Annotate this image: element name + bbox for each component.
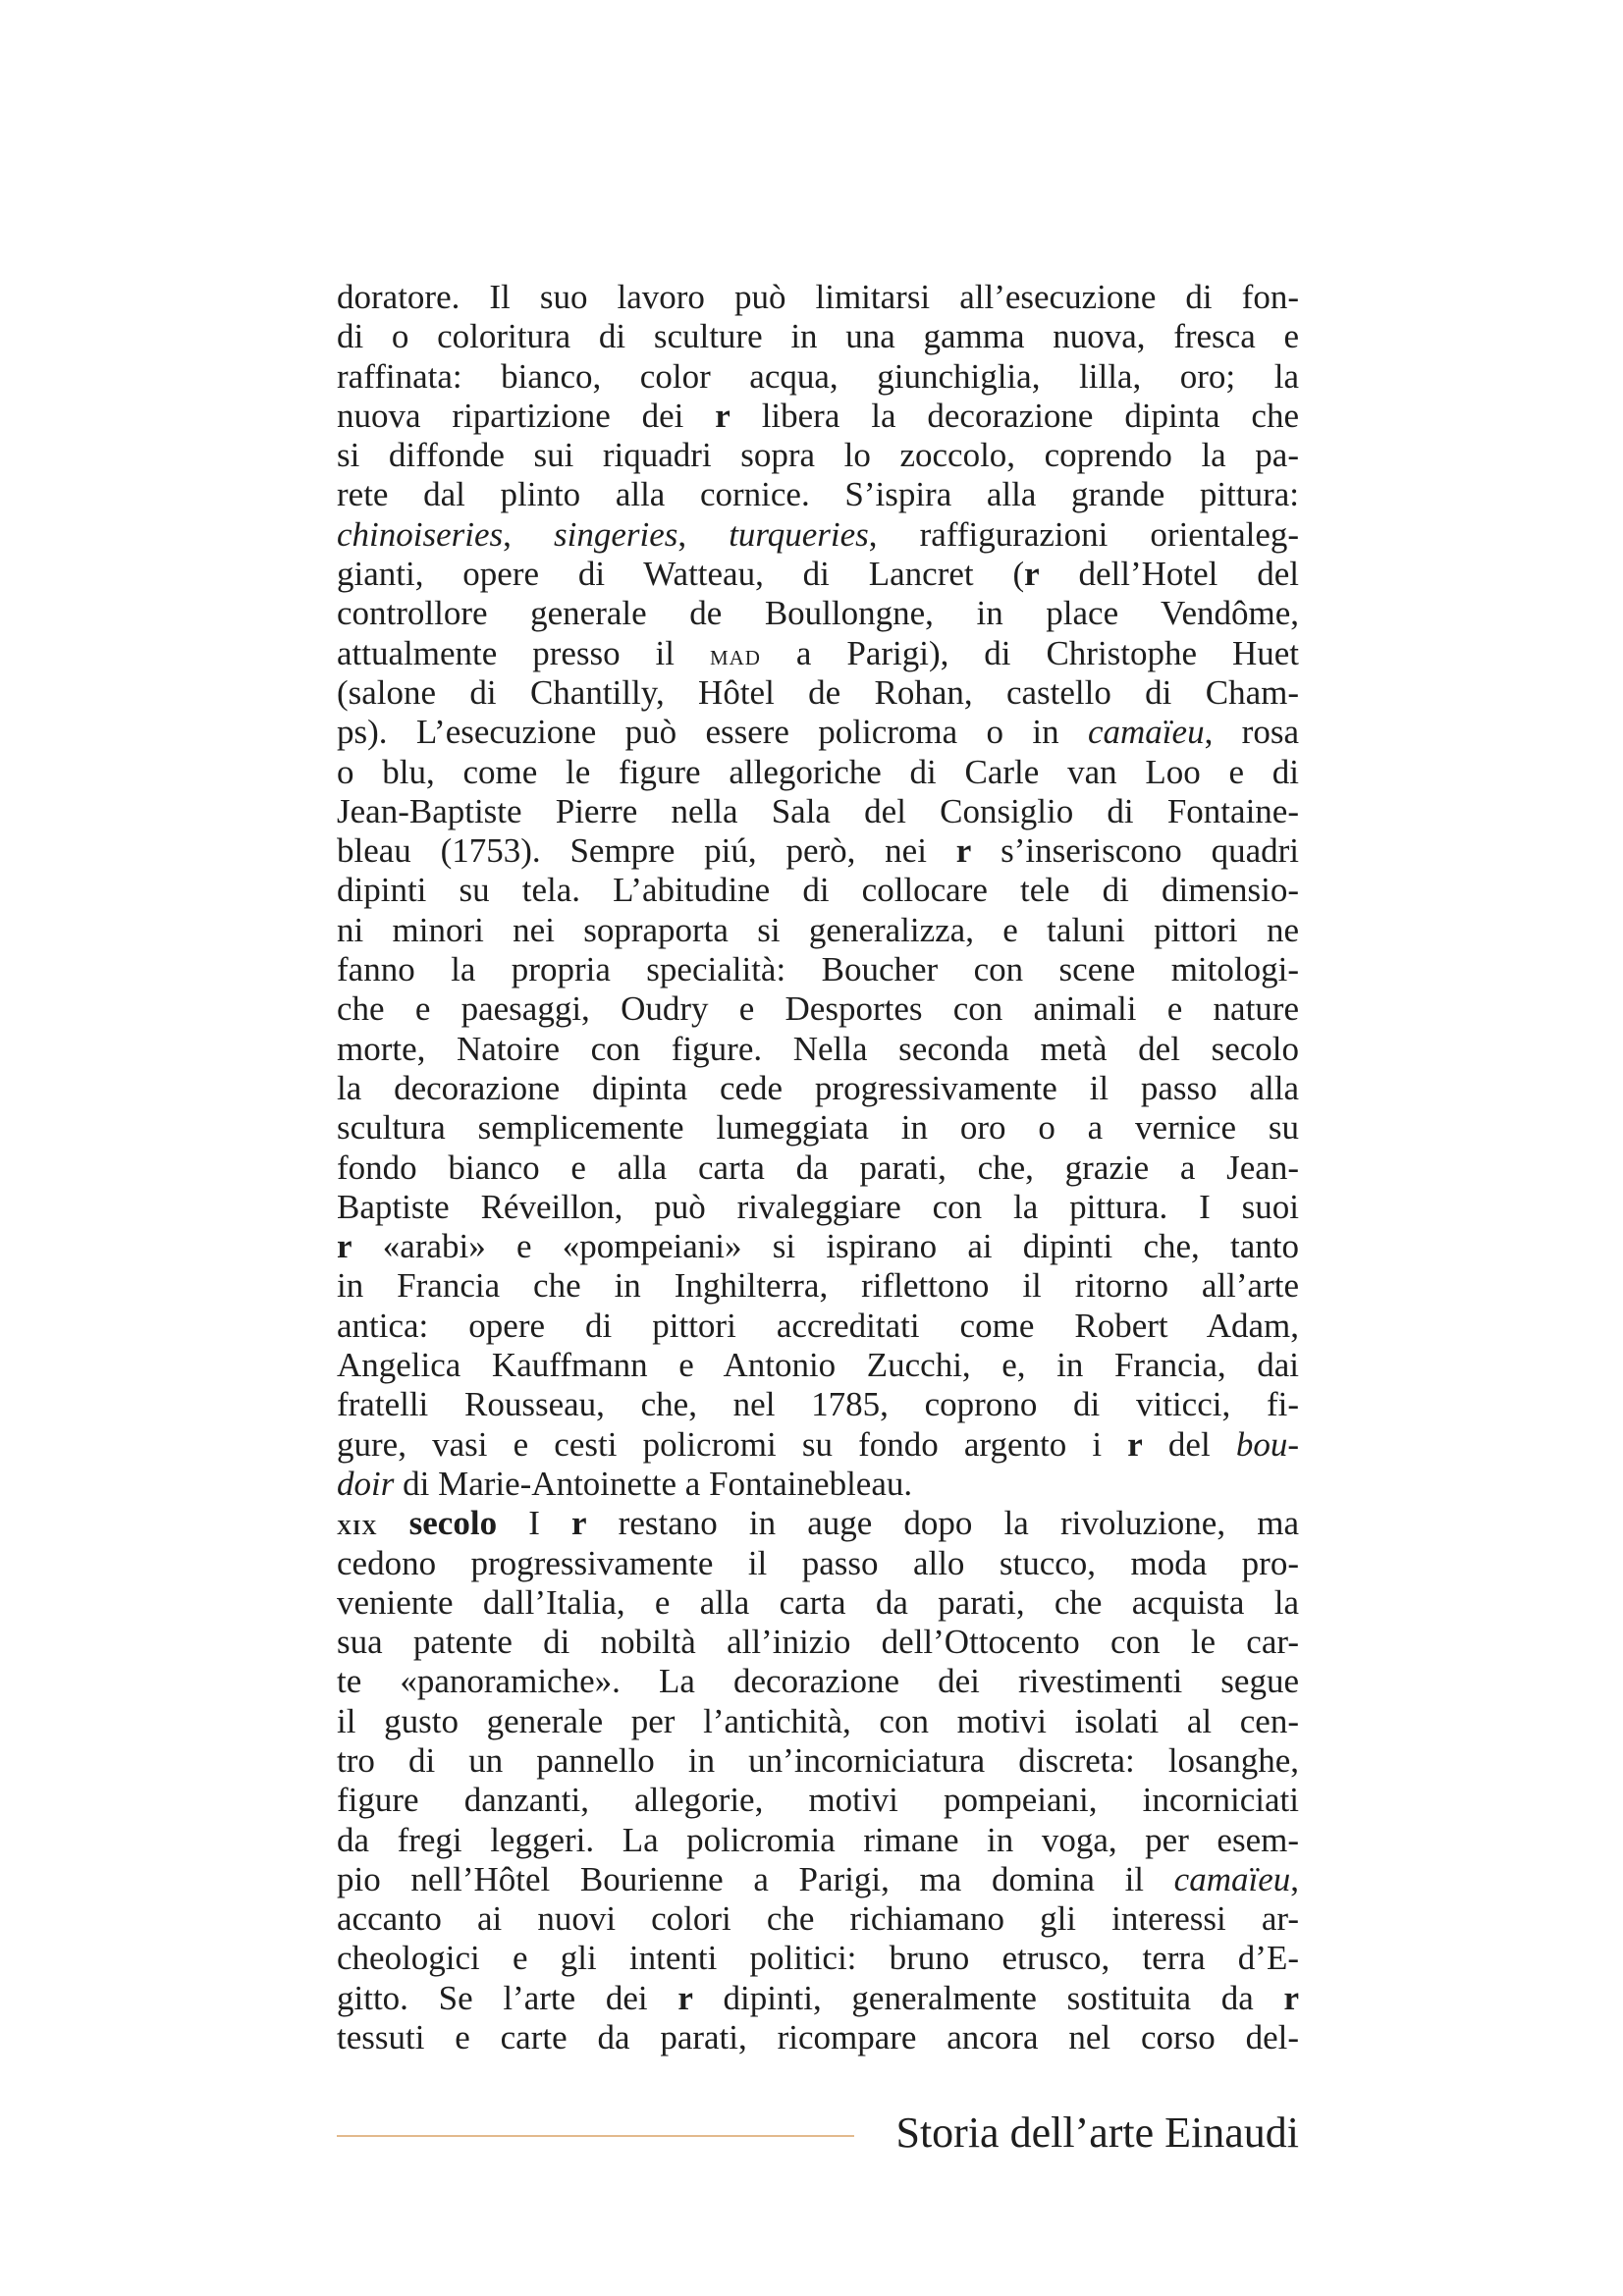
italic-term: bou-: [1235, 1424, 1299, 1464]
text-line: Jean-Baptiste Pierre nella Sala del Consiglio di Fontaine-: [337, 791, 1299, 830]
text-line: fratelli Rousseau, che, nel 1785, coprono di viticci, fi-: [337, 1385, 1299, 1424]
section-heading-line: xix secolo I r restano in auge dopo la rivoluzione, ma: [337, 1504, 1299, 1543]
text-line: tessuti e carte da parati, ricompare ancora nel corso del-: [337, 2018, 1299, 2057]
body-text: [337, 278, 1299, 2057]
abbreviation-r: r: [1024, 555, 1040, 594]
text-line: gure, vasi e cesti policromi su fondo argento i r del bou-: [337, 1424, 1299, 1464]
text-line: cheologici e gli intenti politici: bruno etrusco, terra d’E-: [337, 1939, 1299, 1978]
section-heading: secolo: [377, 1504, 498, 1543]
text-line: raffinata: bianco, color acqua, giunchiglia, lilla, oro; la: [337, 356, 1299, 396]
text-line: in Francia che in Inghilterra, riflettono il ritorno all’arte: [337, 1266, 1299, 1306]
text-line: di o coloritura di sculture in una gamma nuova, fresca e: [337, 317, 1299, 356]
text-line: (salone di Chantilly, Hôtel de Rohan, castello di Cham-: [337, 672, 1299, 712]
text-line: antica: opere di pittori accreditati come Robert Adam,: [337, 1306, 1299, 1345]
text-line: morte, Natoire con figure. Nella seconda metà del secolo: [337, 1029, 1299, 1068]
italic-term: camaïeu: [1088, 713, 1205, 752]
text-line: ps). L’esecuzione può essere policroma o in camaïeu, rosa: [337, 713, 1299, 752]
text-line: dipinti su tela. L’abitudine di collocare tele di dimensio-: [337, 871, 1299, 910]
abbreviation-r: r: [570, 1504, 587, 1543]
text-line: scultura semplicemente lumeggiata in oro o a vernice su: [337, 1108, 1299, 1148]
text-line: fondo bianco e alla carta da parati, che, grazie a Jean-: [337, 1148, 1299, 1187]
text-line: gianti, opere di Watteau, di Lancret (r dell’Hotel del: [337, 555, 1299, 594]
text-line: cedono progressivamente il passo allo stucco, moda pro-: [337, 1543, 1299, 1582]
text-line: attualmente presso il mad a Parigi), di Christophe Huet: [337, 633, 1300, 672]
italic-term: camaïeu: [1173, 1859, 1291, 1898]
text-line: Angelica Kauffmann e Antonio Zucchi, e, in Francia, dai: [337, 1346, 1299, 1385]
text-line: bleau (1753). Sempre piú, però, nei r s’inseriscono quadri: [337, 831, 1299, 871]
text-line: il gusto generale per l’antichità, con motivi isolati al cen-: [337, 1701, 1299, 1740]
italic-term: turqueries: [729, 514, 869, 554]
text-line: Baptiste Réveillon, può rivaleggiare con la pittura. I suoi: [337, 1187, 1299, 1226]
text-line: gitto. Se l’arte dei r dipinti, generalmente sostituita da r: [337, 1978, 1299, 2017]
text-line: chinoiseries, singeries, turqueries, raffigurazioni orientaleg-: [337, 514, 1300, 554]
text-line: controllore generale de Boullongne, in place Vendôme,: [337, 594, 1299, 633]
footer-title: Storia dell’arte Einaudi: [895, 2109, 1299, 2157]
text-line: la decorazione dipinta cede progressivamente il passo alla: [337, 1068, 1299, 1107]
text-line: doir di Marie-Antoinette a Fontainebleau.: [337, 1464, 913, 1503]
text-line: che e paesaggi, Oudry e Desportes con animali e nature: [337, 989, 1299, 1029]
text-line: doratore. Il suo lavoro può limitarsi all’esecuzione di fon-: [337, 278, 1299, 316]
text-line: nuova ripartizione dei r libera la decorazione dipinta che: [337, 396, 1299, 435]
abbreviation-r: r: [955, 831, 972, 871]
section-century: xix: [337, 1509, 378, 1542]
text-line: fanno la propria specialità: Boucher con scene mitologi-: [337, 950, 1299, 989]
small-caps-acronym: mad: [709, 638, 761, 671]
text-line: figure danzanti, allegorie, motivi pompeiani, incorniciati: [337, 1781, 1299, 1820]
text-line: tro di un pannello in un’incorniciatura discreta: losanghe,: [337, 1740, 1299, 1780]
text-line: te «panoramiche». La decorazione dei rivestimenti segue: [337, 1662, 1299, 1701]
abbreviation-r: r: [1127, 1424, 1143, 1464]
italic-term: singeries: [553, 514, 678, 554]
text-line: o blu, come le figure allegoriche di Carle van Loo e di: [337, 752, 1299, 791]
footer-rule: [337, 2135, 854, 2137]
text-line: sua patente di nobiltà all’inizio dell’Ottocento con le car-: [337, 1623, 1299, 1662]
text-line: accanto ai nuovi colori che richiamano gli interessi ar-: [337, 1899, 1299, 1939]
italic-term: chinoiseries: [337, 514, 504, 554]
text-line: veniente dall’Italia, e alla carta da parati, che acquista la: [337, 1582, 1299, 1622]
text-line: ni minori nei sopraporta si generalizza, e taluni pittori ne: [337, 910, 1299, 949]
abbreviation-r: r: [677, 1978, 693, 2017]
text-line: rete dal plinto alla cornice. S’ispira alla grande pittura:: [337, 475, 1299, 514]
italic-term: doir: [337, 1464, 395, 1503]
abbreviation-r: r: [715, 396, 730, 435]
abbreviation-r: r: [337, 1227, 352, 1266]
text-line: pio nell’Hôtel Bourienne a Parigi, ma domina il camaïeu,: [337, 1859, 1299, 1898]
text-line: r «arabi» e «pompeiani» si ispirano ai dipinti che, tanto: [337, 1227, 1299, 1266]
text-line: da fregi leggeri. La policromia rimane in voga, per esem-: [337, 1820, 1299, 1859]
text-line: si diffonde sui riquadri sopra lo zoccolo, coprendo la pa-: [337, 436, 1299, 475]
abbreviation-r: r: [1283, 1978, 1299, 2017]
